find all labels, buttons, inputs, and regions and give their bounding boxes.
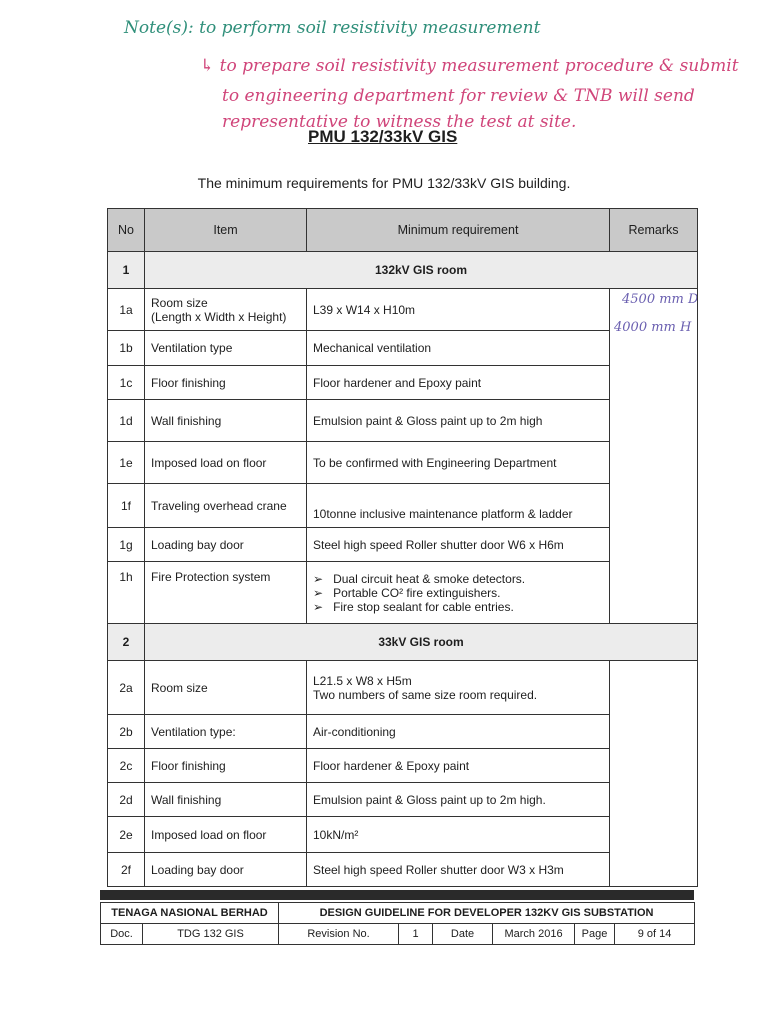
- header-item: Item: [145, 209, 307, 252]
- row-item: Floor finishing: [145, 366, 307, 400]
- row-no: 2a: [108, 661, 145, 715]
- table-row: [108, 749, 698, 783]
- table-row: [108, 528, 698, 562]
- fire-protection-list: [313, 572, 603, 614]
- row-no: 2b: [108, 715, 145, 749]
- row-requirement: Air-conditioning: [307, 715, 610, 749]
- row-item: Room size: [145, 661, 307, 715]
- section-row-33kv: [108, 624, 698, 661]
- table-row: [108, 484, 698, 528]
- row-item: Loading bay door: [145, 528, 307, 562]
- row-no: 2f: [108, 853, 145, 887]
- row-item: Imposed load on floor: [145, 442, 307, 484]
- page-subtitle: The minimum requirements for PMU 132/33kV GIS building.: [197, 175, 571, 191]
- page-title: PMU 132/33kV GIS: [308, 127, 458, 146]
- footer-page-label: Page: [575, 924, 615, 945]
- row-requirement: Floor hardener and Epoxy paint: [307, 366, 610, 400]
- row-no: 1g: [108, 528, 145, 562]
- row-remarks: [610, 289, 698, 624]
- annotation-remark-height: 4000 mm H: [614, 320, 692, 335]
- table-row: [108, 783, 698, 817]
- row-requirement: Floor hardener & Epoxy paint: [307, 749, 610, 783]
- row-no: 1a: [108, 289, 145, 331]
- list-item: ➢ Portable CO² fire extinguishers.: [313, 586, 603, 600]
- footer-page-value: 9 of 14: [615, 924, 695, 945]
- row-item: Wall finishing: [145, 783, 307, 817]
- footer-divider: [100, 890, 694, 900]
- row-requirement: Steel high speed Roller shutter door W6 x H6m: [307, 528, 610, 562]
- footer-revision-value: 1: [399, 924, 433, 945]
- requirements-table: [107, 208, 698, 887]
- row-no: 1d: [108, 400, 145, 442]
- row-requirement: Emulsion paint & Gloss paint up to 2m high.: [307, 783, 610, 817]
- row-requirement: Steel high speed Roller shutter door W3 x H3m: [307, 853, 610, 887]
- header-no: No: [108, 209, 145, 252]
- annotation-note-line1: Note(s): to perform soil resistivity measurement: [124, 18, 541, 38]
- table-row: [108, 853, 698, 887]
- section-title: 33kV GIS room: [145, 624, 698, 661]
- row-requirement: To be confirmed with Engineering Department: [307, 442, 610, 484]
- row-item: Fire Protection system: [145, 562, 307, 624]
- row-item: Imposed load on floor: [145, 817, 307, 853]
- footer-date-value: March 2016: [493, 924, 575, 945]
- table-row: [108, 289, 698, 331]
- row-requirement: 10kN/m²: [307, 817, 610, 853]
- row-no: 1f: [108, 484, 145, 528]
- row-item: Loading bay door: [145, 853, 307, 887]
- document-footer: [100, 902, 695, 945]
- header-minimum-requirement: Minimum requirement: [307, 209, 610, 252]
- section-row-132kv: [108, 252, 698, 289]
- row-item: Wall finishing: [145, 400, 307, 442]
- row-no: 1e: [108, 442, 145, 484]
- row-item-line: Room size (Length x Width x Height): [151, 295, 287, 324]
- row-no: 1h: [108, 562, 145, 624]
- footer-doc-label: Doc.: [101, 924, 143, 945]
- row-requirement: L21.5 x W8 x H5m Two numbers of same size room required.: [307, 661, 610, 715]
- row-item: Floor finishing: [145, 749, 307, 783]
- row-requirement: [307, 562, 610, 624]
- footer-date-label: Date: [433, 924, 493, 945]
- row-item: Ventilation type: [145, 331, 307, 366]
- row-requirement: L39 x W14 x H10m: [307, 289, 610, 331]
- header-remarks: Remarks: [610, 209, 698, 252]
- section-no: 1: [108, 252, 145, 289]
- row-no: 1b: [108, 331, 145, 366]
- footer-doc-value: TDG 132 GIS: [143, 924, 279, 945]
- annotation-note-line3: to engineering department for review & TNB will send: [222, 86, 695, 106]
- table-row: [108, 661, 698, 715]
- annotation-note-line4: representative to witness the test at site.: [222, 112, 577, 132]
- table-row: [108, 400, 698, 442]
- footer-revision-label: Revision No.: [279, 924, 399, 945]
- row-no: 2c: [108, 749, 145, 783]
- table-row: [108, 562, 698, 624]
- section-no: 2: [108, 624, 145, 661]
- row-item: Ventilation type:: [145, 715, 307, 749]
- row-requirement: Mechanical ventilation: [307, 331, 610, 366]
- row-no: 2d: [108, 783, 145, 817]
- row-item: [145, 289, 307, 331]
- row-remarks: [610, 661, 698, 887]
- table-row: [108, 442, 698, 484]
- list-item: ➢ Fire stop sealant for cable entries.: [313, 600, 603, 614]
- list-item: ➢ Dual circuit heat & smoke detectors.: [313, 572, 603, 586]
- table-row: [108, 817, 698, 853]
- table-row: [108, 366, 698, 400]
- row-requirement: Emulsion paint & Gloss paint up to 2m high: [307, 400, 610, 442]
- table-row: [108, 715, 698, 749]
- table-row: [108, 331, 698, 366]
- section-title: 132kV GIS room: [145, 252, 698, 289]
- row-no: 2e: [108, 817, 145, 853]
- annotation-note-line2: ↳ to prepare soil resistivity measurement procedure & submit: [200, 56, 739, 76]
- row-no: 1c: [108, 366, 145, 400]
- annotation-remark-depth: 4500 mm D: [622, 292, 699, 307]
- row-requirement: 10tonne inclusive maintenance platform & ladder: [307, 484, 610, 528]
- row-item: Traveling overhead crane: [145, 484, 307, 528]
- footer-company: TENAGA NASIONAL BERHAD: [101, 903, 279, 924]
- footer-guideline-title: DESIGN GUIDELINE FOR DEVELOPER 132KV GIS SUBSTATION: [279, 903, 695, 924]
